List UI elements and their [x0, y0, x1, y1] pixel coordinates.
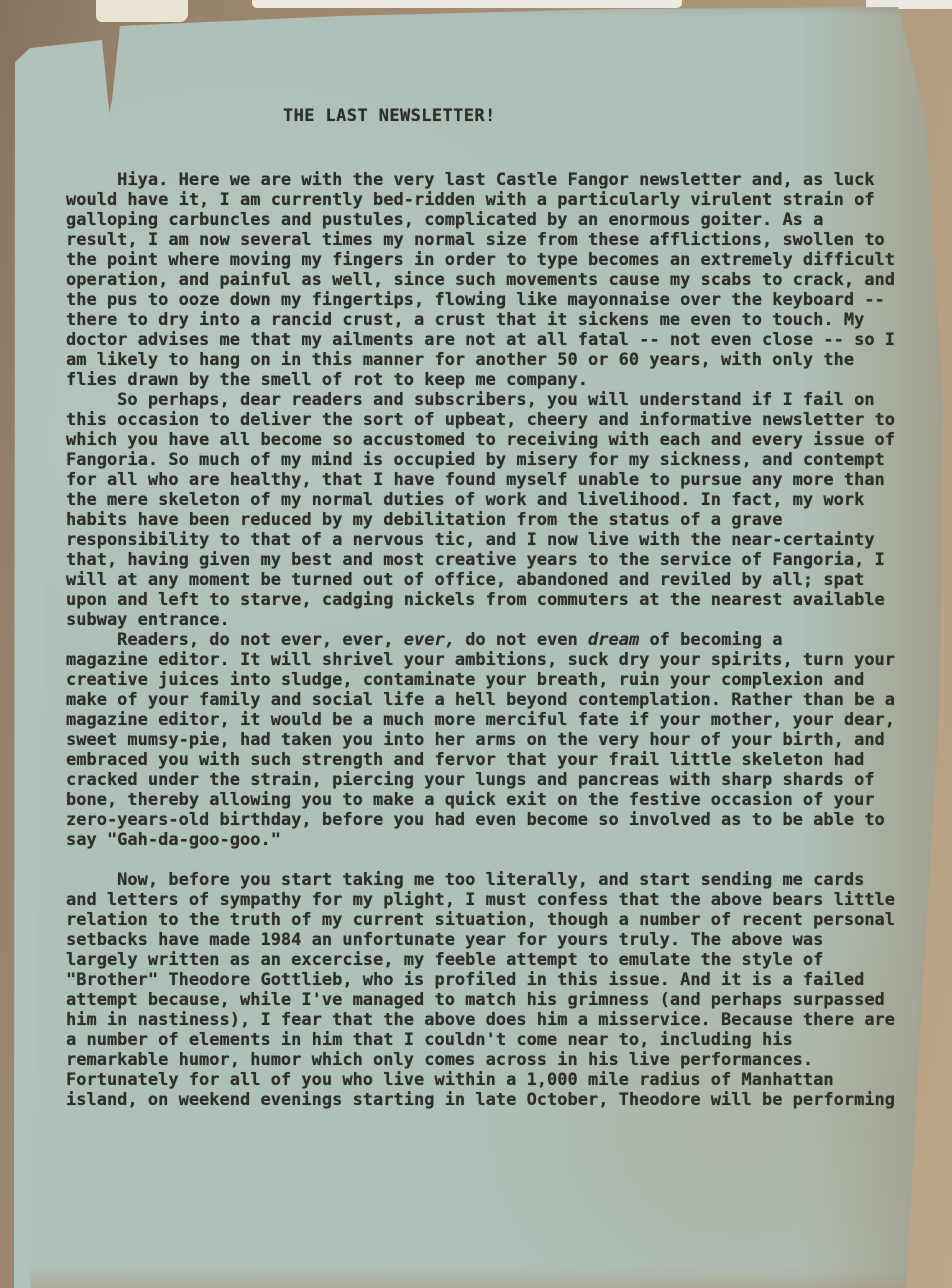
text-line: attempt because, while I've managed to match his grimness (and perhaps surpassed [66, 990, 885, 1010]
text-line: him in nastiness), I fear that the above does him a misservice. Because there are [66, 1010, 896, 1030]
text-line: "Brother" Theodore Gottlieb, who is profiled in this issue. And it is a failed [66, 970, 865, 990]
text-line: responsibility to that of a nervous tic, and I now live with the near-certainty [66, 530, 875, 550]
text-line: and letters of sympathy for my plight, I must confess that the above bears little [66, 890, 896, 910]
text-line: island, on weekend evenings starting in late October, Theodore will be performing [66, 1090, 896, 1110]
text-line: flies drawn by the smell of rot to keep me company. [66, 370, 588, 390]
text-line: the point where moving my fingers in order to type becomes an extremely difficult [66, 250, 896, 270]
text-line: there to dry into a rancid crust, a crust that it sickens me even to touch. My [66, 310, 865, 330]
text-line: this occasion to deliver the sort of upbeat, cheery and informative newsletter to [66, 410, 896, 430]
text-line: cracked under the strain, piercing your lungs and pancreas with sharp shards of [66, 770, 875, 790]
paragraph [66, 390, 895, 630]
text-line: Now, before you start taking me too literally, and start sending me cards [66, 870, 865, 890]
text-line: Hiya. Here we are with the very last Castle Fangor newsletter and, as luck [66, 170, 875, 190]
text-line: a number of elements in him that I couldn't come near to, including his [66, 1030, 793, 1050]
text-line: Fangoria. So much of my mind is occupied by misery for my sickness, and contempt [66, 450, 885, 470]
text-line: sweet mumsy-pie, had taken you into her arms on the very hour of your birth, and [66, 730, 885, 750]
text-line: the pus to ooze down my fingertips, flowing like mayonnaise over the keyboard -- [66, 290, 885, 310]
text-line: which you have all become so accustomed to receiving with each and every issue of [66, 430, 896, 450]
text-line: relation to the truth of my current situation, though a number of recent personal [66, 910, 896, 930]
text-line: zero-years-old birthday, before you had even become so involved as to be able to [66, 810, 885, 830]
text-line: Readers, do not ever, ever, ever, do not even dream of becoming a [66, 630, 783, 650]
text-line: largely written as an excercise, my feeble attempt to emulate the style of [66, 950, 824, 970]
page-title: THE LAST NEWSLETTER! [283, 106, 496, 126]
text-line: will at any moment be turned out of office, abandoned and reviled by all; spat [66, 570, 865, 590]
text-line: subway entrance. [66, 610, 230, 630]
text-line: habits have been reduced by my debilitation from the status of a grave [66, 510, 783, 530]
text-line: make of your family and social life a hell beyond contemplation. Rather than be a [66, 690, 896, 710]
text-line: setbacks have made 1984 an unfortunate year for yours truly. The above was [66, 930, 824, 950]
paragraph [66, 870, 895, 1110]
text-line: remarkable humor, humor which only comes across in his live performances. [66, 1050, 814, 1070]
text-line: operation, and painful as well, since such movements cause my scabs to crack, and [66, 270, 896, 290]
text-line: magazine editor. It will shrivel your ambitions, suck dry your spirits, turn your [66, 650, 896, 670]
text-line: for all who are healthy, that I have found myself unable to pursue any more than [66, 470, 885, 490]
paragraph [66, 170, 895, 390]
text-line: galloping carbuncles and pustules, complicated by an enormous goiter. As a [66, 210, 824, 230]
text-line: So perhaps, dear readers and subscribers, you will understand if I fail on [66, 390, 875, 410]
text-line: would have it, I am currently bed-ridden with a particularly virulent strain of [66, 190, 875, 210]
text-line: doctor advises me that my ailments are not at all fatal -- not even close -- so I [66, 330, 896, 350]
text-line: bone, thereby allowing you to make a quick exit on the festive occasion of your [66, 790, 875, 810]
text-line: say "Gah-da-goo-goo." [66, 830, 281, 850]
paragraph [66, 630, 895, 850]
text-line: the mere skeleton of my normal duties of work and livelihood. In fact, my work [66, 490, 865, 510]
text-line: am likely to hang on in this manner for another 50 or 60 years, with only the [66, 350, 855, 370]
newsletter-body [66, 170, 895, 1110]
text-line: creative juices into sludge, contaminate your breath, ruin your complexion and [66, 670, 865, 690]
text-line: embraced you with such strength and fervor that your frail little skeleton had [66, 750, 865, 770]
text-line: Fortunately for all of you who live within a 1,000 mile radius of Manhattan [66, 1070, 834, 1090]
text-line: magazine editor, it would be a much more merciful fate if your mother, your dear, [66, 710, 896, 730]
text-line: result, I am now several times my normal size from these afflictions, swollen to [66, 230, 885, 250]
text-line: upon and left to starve, cadging nickels from commuters at the nearest available [66, 590, 885, 610]
text-line: that, having given my best and most creative years to the service of Fangoria, I [66, 550, 885, 570]
